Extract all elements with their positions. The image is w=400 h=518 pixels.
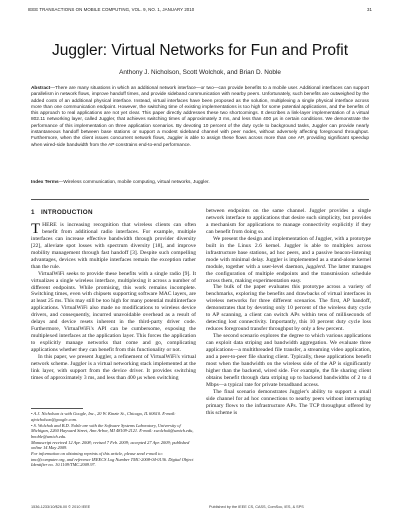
- running-header: [28, 7, 372, 14]
- footnote-reprints: For information on obtaining reprints of this article, please send e-mail to: tmc@computer.org, and reference IEEECS Log Number TMC-2008-04-0136. Digital Object Identifier no. 10.1109/TMC.2009.97.: [31, 451, 194, 467]
- paragraph-text: . The latter manages the configuration of multiple endpoints and the transmission schedule across them, making experimentation easy.: [206, 263, 371, 284]
- paragraph-text: is increasing recognition that wireless clients can often benefit from additional radio interfaces. For example, multiple interfaces can increase effective bandwidth through provider diversity [22], alleviate spot losses with spectrum diversity [18], and improve mobility management through fast handoff [3]. Despite such compelling advantages, devices with multiple interfaces remain the exception rather than the rule.: [31, 221, 196, 270]
- abstract-label: Abstract: [31, 86, 51, 91]
- publisher-line: Published by the IEEE CS, CASS, ComSoc, IES, & SPS: [209, 505, 304, 509]
- left-column: [31, 210, 196, 382]
- section-heading: [31, 210, 196, 217]
- issn-line: 1536-1233/10/$26.00 © 2010 IEEE: [31, 505, 91, 509]
- header-divider: [31, 199, 369, 200]
- right-column: [206, 208, 371, 417]
- intro-paragraph-1: [31, 222, 196, 271]
- section-number: 1: [31, 209, 35, 216]
- abstract-text: —There are many situations in which an additional network interface—or two—can provide benefits to a mobile user. Additional interfaces can support parallelism in network flows, improve handoff times, and provide sideband communication with nearby peers. Unfortunately, such benefits are outweighed by the added costs of an additional physical interface. Instead, virtual interfaces have been proposed as the solution, multiplexing a single physical interface across more than one communication endpoint. However, the switching time of existing implementations is too high for some potential applications, and the benefits of this approach to real applications are not yet clear. This paper directly addresses these two shortcomings. It describes a link-layer implementation of a virtual 802.11 networking layer, called Juggler, that achieves switching times of approximately 3 ms, and less than 400 μs in certain conditions. We demonstrate the performance of this implementation on three application scenarios. By devoting 10 percent of the duty cycle to background tasks, Juggler can provide nearly instantaneous handoff between base stations or support a modest sideband channel with peer nodes, without adversely affecting foreground throughput. Furthermore, when the client issues concurrent network flows, Juggler is able to assign these flows across more than one AP, providing significant speedup when wired-side bandwidth from the AP constrains end-to-end performance.: [31, 86, 369, 148]
- intro-paragraph-6: The bulk of the paper evaluates this prototype across a variety of benchmarks, exploring the benefits and drawbacks of virtual interfaces in wireless networks for three different scenarios. The first, AP handoff, demonstrates that by devoting only 10 percent of the wireless duty cycle to AP scanning, a client can switch APs within tens of milliseconds of detecting lost connectivity. Importantly, this 10 percent duty cycle loss reduces foreground transfer throughput by only a few percent.: [206, 284, 371, 333]
- author-list: Anthony J. Nicholson, Scott Wolchok, and Brian D. Noble: [119, 69, 281, 76]
- footnote-affiliation-1: • A.J. Nicholson is with Google, Inc., 20 W. Kinzie St., Chicago, IL 60610. E-mail: ajnicholson@google.com.: [31, 411, 176, 422]
- footnotes: [31, 411, 196, 468]
- index-terms: [31, 180, 369, 186]
- paragraph-text: We present the design and implementation of Juggler, with a prototype built in the Linux 2.6 kernel. Juggler is able to multiplex across infrastructure base stations, ad hoc peers, and a passive beacon-listening mode with minimal delay. Juggler is implemented as a stand-alone kernel module, together with a user-level daemon,: [206, 235, 371, 270]
- journal-name: IEEE TRANSACTIONS ON MOBILE COMPUTING, VOL. 9, NO. 1, JANUARY 2010: [28, 7, 195, 12]
- index-terms-text: —Wireless communication, mobile computing, virtual networks, Juggler.: [58, 180, 210, 185]
- footnote-divider: [31, 408, 83, 409]
- footnote-affiliation-2: • S. Wolchok and B.D. Noble are with the Software Systems Laboratory, University of Michigan, 2260 Hayward Street, Ann Arbor, MI 48109-2121. E-mail: swolchok@umich.edu, bnoble@umich.edu.: [31, 422, 194, 439]
- paper-title: Juggler: Virtual Networks for Fun and Profit: [51, 42, 349, 59]
- daemon-name: jugglerd: [306, 263, 325, 270]
- intro-paragraph-4: between endpoints on the same channel. Juggler provides a single network interface to applications that desire such simplicity, but provides a mechanism for applications to manage connectivity explicitly if they can benefit from doing so.: [206, 208, 371, 235]
- drop-cap: T: [31, 220, 41, 237]
- page-number: 31: [367, 7, 372, 12]
- intro-paragraph-2: VirtualWiFi seeks to provide these benefits with a single radio [9]. It virtualizes a single wireless interface, multiplexing it across a number of different endpoints. While promising, this work remains incomplete. Switching times, even with chipsets supporting software MAC layers, are at least 25 ms. This may still be too high for many potential multiinterface applications. VirtualWiFi also made no modifications to wireless device drivers, and consequently, incurred unavoidable overhead as a result of delays and device resets inherent in the third-party driver code. Furthermore, VirtualWiFi's API can be cumbersome, exposing the multiplexed interfaces at the application layer. This forces the application to explicitly manage networks that come and go, complicating applications whether they can benefit from this functionality or not.: [31, 270, 196, 354]
- index-terms-label: Index Terms: [31, 180, 59, 185]
- section-title: INTRODUCTION: [40, 209, 93, 216]
- abstract: [31, 86, 369, 149]
- lead-in-text: HERE: [42, 221, 57, 228]
- intro-paragraph-5: [206, 236, 371, 285]
- intro-paragraph-3: In this paper, we present Juggler, a refinement of VirtualWiFi's virtual network scheme. Juggler is a virtual networking stack implemented at the link layer, with support from the device driver. It provides switching times of approximately 3 ms, and less than 400 μs when switching: [31, 354, 196, 381]
- footnote-manuscript: Manuscript received 12 Apr. 2008; revised 7 Feb. 2009; accepted 27 Apr. 2009; published online 14 May 2009.: [31, 439, 190, 450]
- intro-paragraph-8: The final scenario demonstrates Juggler's ability to support a small side channel for ad hoc connections to nearby peers without interrupting primary flows to the infrastructure APs. The TCP throughput offered by this scheme is: [206, 388, 371, 416]
- intro-paragraph-7: The second scenario explores the degree to which various applications can exploit data striping and bandwidth aggregation. We evaluate three applications—a multithreaded file transfer, a streaming video application, and a peer-to-peer file sharing client. Typically, these applications benefit most when the bandwidth on the wireless side of the AP is significantly higher than the backend, wired side. For example, the file sharing client obtains benefit through data striping up to backend bandwidths of 2 to 4 Mbps—a typical rate for private broadband access.: [206, 333, 371, 388]
